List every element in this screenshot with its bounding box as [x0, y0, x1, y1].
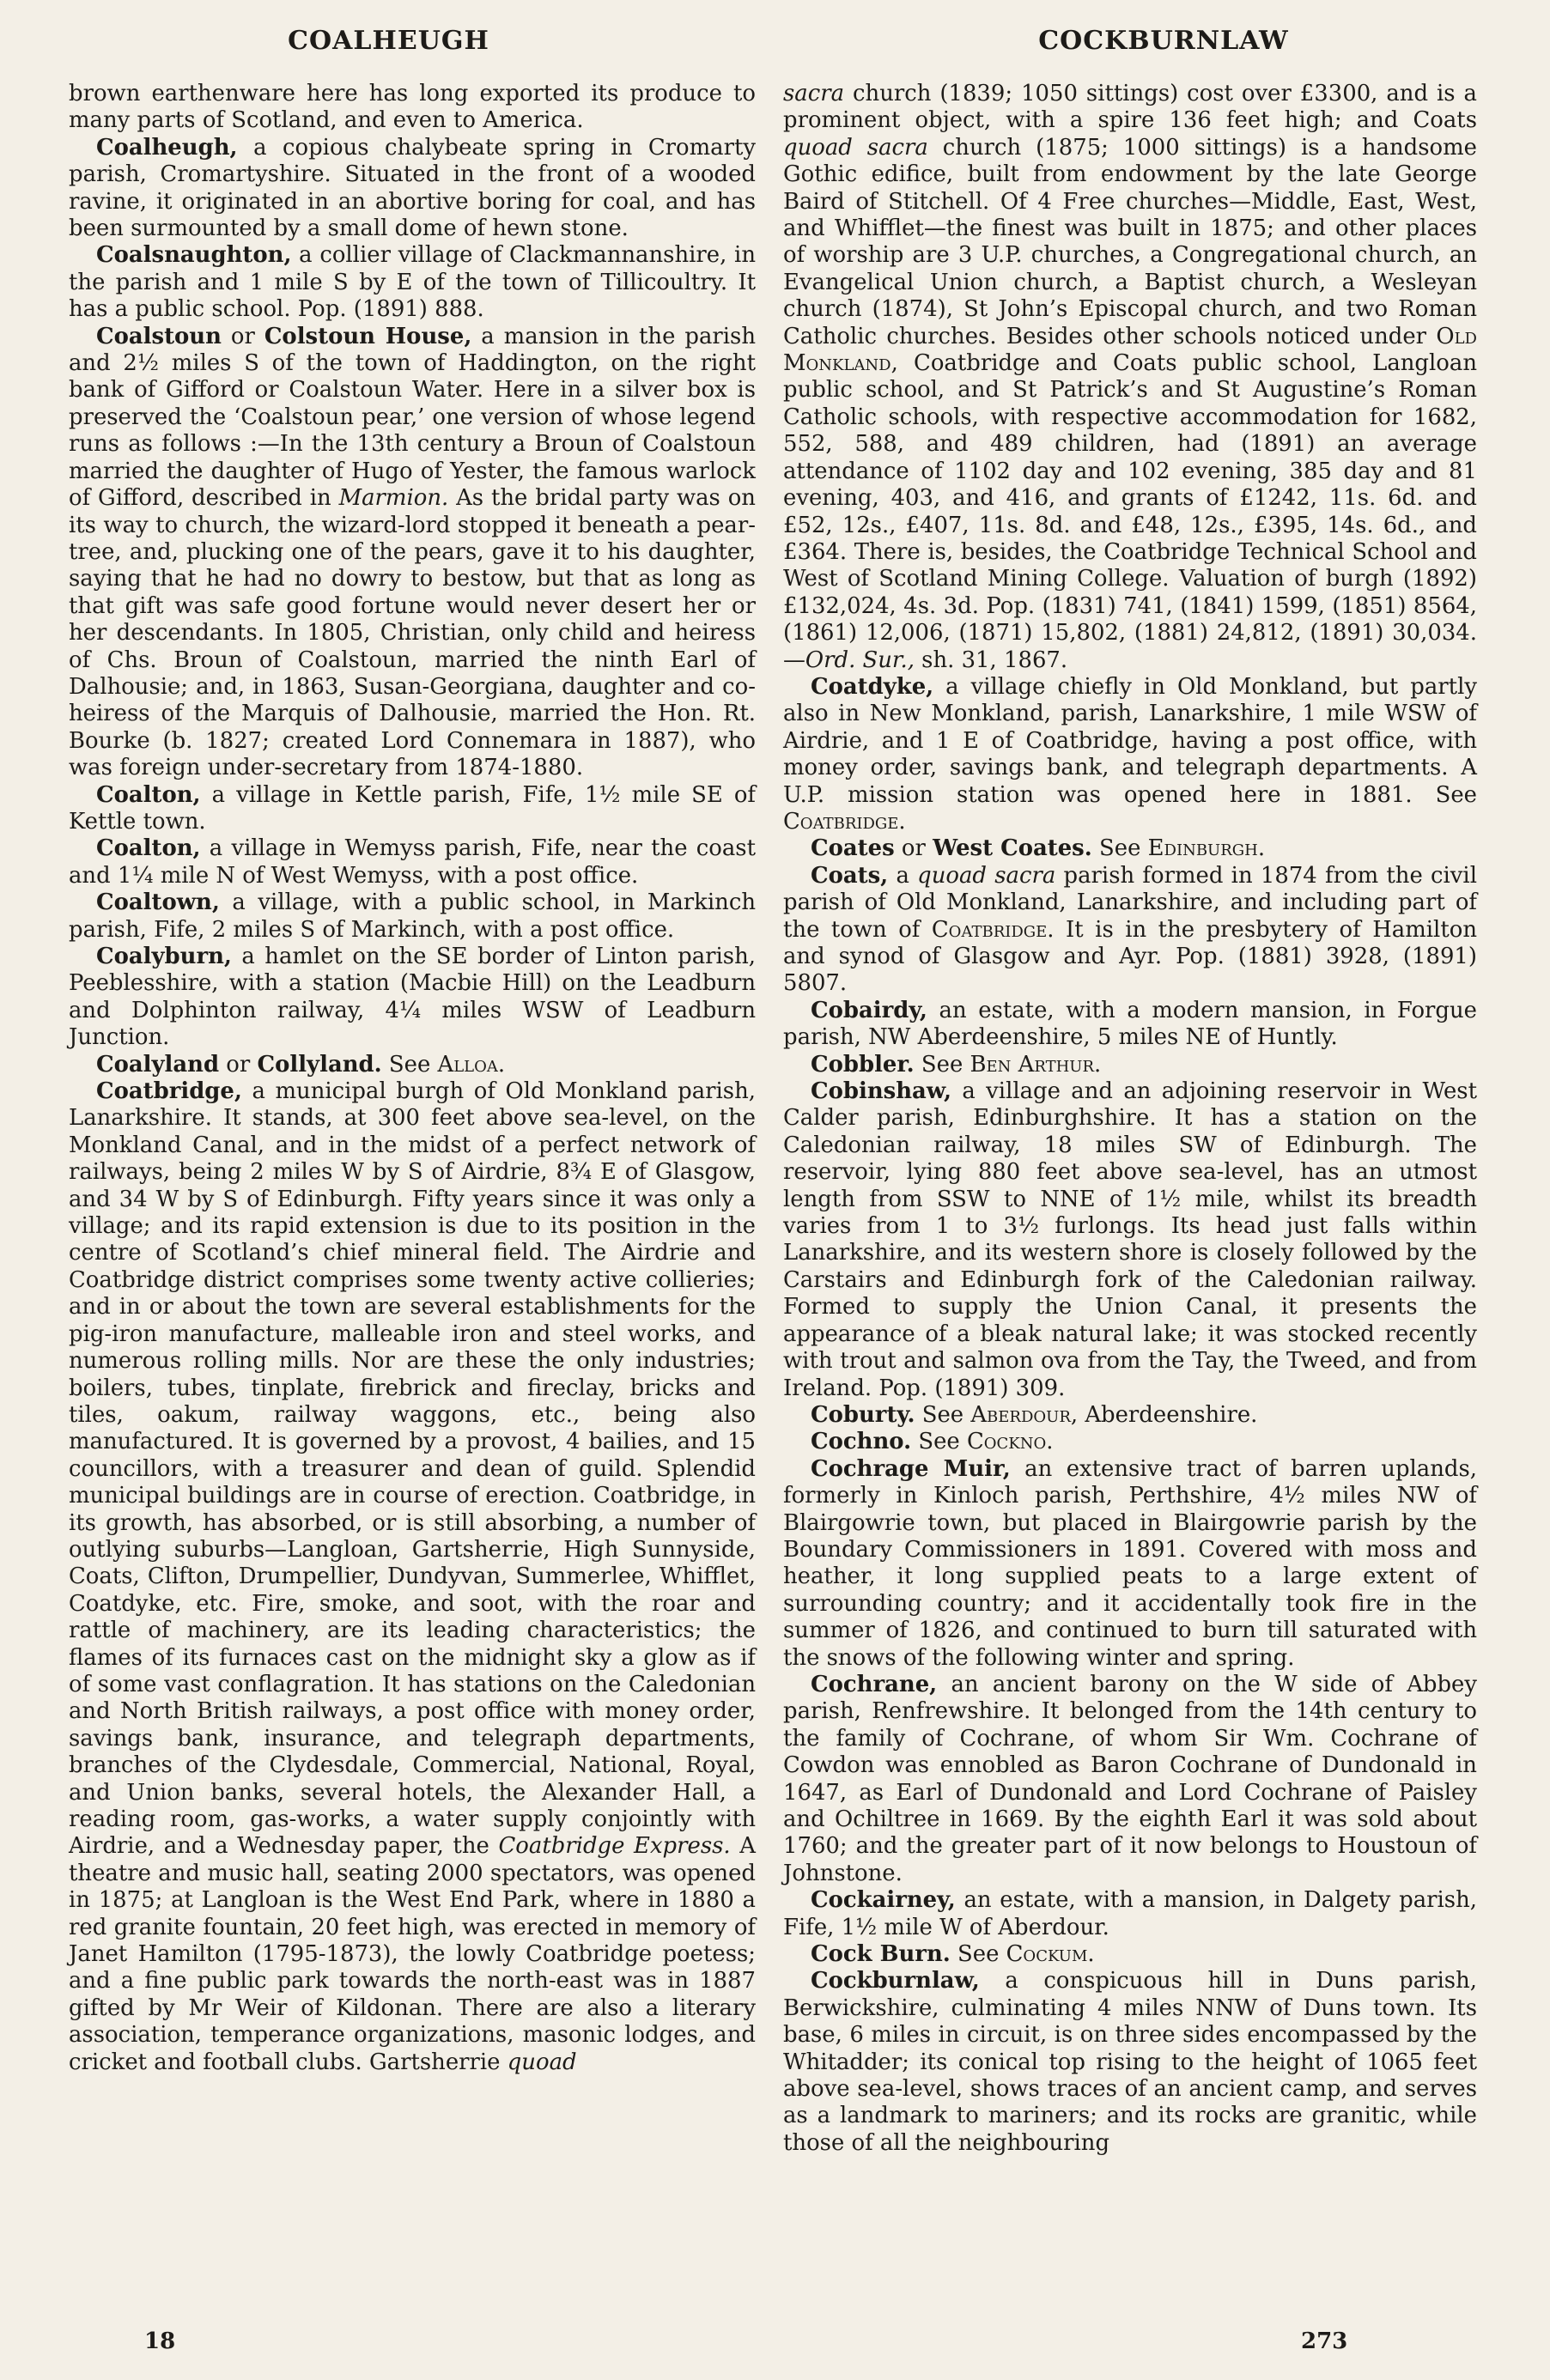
entry-text: a hamlet on the SE border of Linton parish, Peeblesshire, with a station (Macbie Hill) on the Leadburn and Dolphinton railway, 4¼ miles WSW of Leadburn Junction.	[69, 944, 756, 1051]
cross-reference: Cockno.	[966, 1429, 1054, 1455]
entry-text: an estate, with a mansion, in Dalgety parish, Fife, 1½ mile W of Aberdour.	[783, 1887, 1477, 1940]
gazetteer-entry	[783, 674, 1477, 835]
entry-headword: Coalyland	[96, 1051, 220, 1078]
entry-headword: Coalton,	[96, 781, 201, 808]
signature-mark: 18	[144, 2328, 176, 2354]
left-column	[69, 81, 756, 2076]
entry-text: A theatre and music hall, seating 2000 spectators, was opened in 1875; at Langloan is the West End Park, where in 1880 a red granite fountain, 20 feet high, was erected in memory of Janet Hamilton (1795-1873), the lowly Coatbridge poetess; and a fine public park towards the north-east was in 1887 gifted by Mr Weir of Kildonan. There are also a literary association, temperance organizations, masonic lodges, and cricket and football clubs. Gartsherrie	[69, 1833, 756, 2075]
entry-headword: Coats,	[811, 862, 889, 889]
entry-text: Aberdeenshire.	[1078, 1401, 1258, 1428]
gazetteer-entry	[783, 1429, 1477, 1455]
entry-text: a village in Kettle parish, Fife, 1½ mile SE of Kettle town.	[69, 781, 756, 835]
gazetteer-entry	[783, 1078, 1477, 1402]
cross-reference: Ben Arthur.	[970, 1051, 1102, 1078]
gazetteer-entry	[69, 1052, 756, 1078]
entry-headword: Coaltown,	[96, 889, 220, 916]
entry-text: or	[219, 1051, 258, 1078]
italic-text: sacra	[783, 81, 845, 106]
gazetteer-entry	[783, 1968, 1477, 2157]
entry-text: a conspicuous hill in Duns parish, Berwickshire, culminating 4 miles NNW of Duns town. Its base, 6 miles in circuit, is on three sides encompassed by the Whitadder; its conical top rising to the height of 1065 feet above sea-level, shows traces of an ancient camp, and serves as a landmark to mariners; and its rocks are granitic, while those of all the neighbouring	[783, 1968, 1477, 2156]
italic-text: Marmion.	[338, 485, 449, 512]
entry-text: or	[894, 835, 933, 862]
gazetteer-entry	[69, 81, 756, 135]
entry-headword: Cock Burn.	[811, 1941, 951, 1968]
gazetteer-entry	[783, 1402, 1477, 1429]
entry-text: a municipal burgh of Old Monkland parish, Lanarkshire. It stands, at 300 feet above sea-level, on the Monkland Canal, and in the midst of a perfect network of railways, being 2 miles W by S of Airdrie, 8¾ E of Glasgow, and 34 W by S of Edinburgh. Fifty years since it was only a village; and its rapid extension is due to its position in the centre of Scotland’s chief mineral field. The Airdrie and Coatbridge district comprises some twenty active collieries; and in or about the town are several establishments for the pig-iron manufacture, malleable iron and steel works, and numerous rolling mills. Nor are these the only industries; boilers, tubes, tinplate, firebrick and fireclay, bricks and tiles, oakum, railway waggons, etc., being also manufactured. It is governed by a provost, 4 bailies, and 15 councillors, with a treasurer and dean of guild. Splendid municipal buildings are in course of erection. Coatbridge, in its growth, has absorbed, or is still absorbing, a number of outlying suburbs—Langloan, Gartsherrie, High Sunnyside, Coats, Clifton, Drumpellier, Dundyvan, Summerlee, Whifflet, Coatdyke, etc. Fire, smoke, and soot, with the roar and rattle of machinery, are its leading characteristics; the flames of its furnaces cast on the midnight sky a glow as if of some vast conflagration. It has stations on the Caledonian and North British railways, a post office with money order, savings bank, insurance, and telegraph departments, branches of the Clydesdale, Commercial, National, Royal, and Union banks, several hotels, the Alexander Hall, a reading room, gas-works, a water supply conjointly with Airdrie, and a Wednesday paper, the	[69, 1078, 756, 1860]
entry-headword: Coates	[811, 835, 895, 862]
cross-reference: Coatbridge.	[931, 916, 1055, 943]
running-header-left: COALHEUGH	[288, 26, 489, 56]
entry-text: a village and an adjoining reservoir in West Calder parish, Edinburghshire. It has a station on the Caledonian railway, 18 miles SW of Edinburgh. The reservoir, lying 880 feet above sea-level, has an utmost length from SSW to NNE of 1½ mile, whilst its breadth varies from 1 to 3½ furlongs. Its head just falls within Lanarkshire, and its western shore is closely followed by the Carstairs and Edinburgh fork of the Caledonian railway. Formed to supply the Union Canal, it presents the appearance of a bleak natural lake; it was stocked recently with trout and salmon ova from the Tay, the Tweed, and from Ireland. Pop. (1891) 309.	[783, 1078, 1477, 1401]
gazetteer-entry	[783, 1941, 1477, 1968]
entry-text: See	[915, 1401, 971, 1428]
entry-text: brown earthenware here has long exported its produce to many parts of Scotland, and even to America.	[69, 81, 756, 134]
entry-headword: Coalton,	[96, 835, 201, 862]
entry-headword: Cockburnlaw,	[811, 1968, 980, 1994]
gazetteer-entry	[69, 324, 756, 782]
entry-headword: Cockairney,	[811, 1887, 956, 1914]
entry-text: Coatbridge and Coats public school, Langloan public school, and St Patrick’s and St Augustine’s Roman Catholic schools, with respective accommodation for 1682, 552, 588, and 489 children, had (1891) an average attendance of 1102 day and 102 evening, 385 day and 81 evening, 403, and 416, and grants of £1242, 11s. 6d. and £52, 12s., £407, 11s. 8d. and £48, 12s., £395, 14s. 6d., and £364. There is, besides, the Coatbridge Technical School and West of Scotland Mining College. Valuation of burgh (1892) £132,024, 4s. 3d. Pop. (1831) 741, (1841) 1599, (1851) 8564, (1861) 12,006, (1871) 15,802, (1881) 24,812, (1891) 30,034.—	[783, 350, 1477, 673]
entry-headword: Cobbler.	[811, 1051, 915, 1078]
entry-headword: Coatbridge,	[96, 1078, 242, 1105]
entry-headword: Coalsnaughton,	[96, 242, 292, 269]
entry-text: See	[911, 1429, 967, 1455]
cross-reference: Coatbridge.	[783, 808, 906, 835]
gazetteer-entry	[783, 1887, 1477, 1941]
entry-text: As the bridal party was on its way to church, the wizard-lord stopped it beneath a pear-tree, and, plucking one of the pears, gave it to his daughter, saying that he had no dowry to bestow, but that as long as that gift was safe good fortune would never desert her or her descendants. In 1805, Christian, only child and heiress of Chs. Broun of Coalstoun, married the ninth Earl of Dalhousie; and, in 1863, Susan-Georgiana, daughter and co-heiress of the Marquis of Dalhousie, married the Hon. Rt. Bourke (b. 1827; created Lord Connemara in 1887), who was foreign under-secretary from 1874-1880.	[69, 485, 756, 781]
entry-headword: West Coates.	[933, 835, 1092, 862]
cross-reference: Alloa.	[437, 1051, 506, 1078]
entry-headword: Cochrage Muir,	[811, 1455, 1011, 1482]
entry-headword: Coatdyke,	[811, 673, 934, 700]
entry-headword: Cobinshaw,	[811, 1078, 952, 1105]
running-header-right: COCKBURNLAW	[1038, 26, 1289, 56]
gazetteer-entry	[783, 1672, 1477, 1887]
entry-headword: Coalheugh,	[96, 134, 238, 161]
entry-headword: Cochrane,	[811, 1671, 938, 1697]
entry-text: church (1839; 1050 sittings) cost over £3300, and is a prominent object, with a spire 136 feet high; and Coats	[783, 81, 1477, 134]
entry-text: a mansion in the parish and 2½ miles S of the town of Haddington, on the right bank of Gifford or Coalstoun Water. Here in a silver box is preserved the ‘Coalstoun pear,’ one version of whose legend runs as follows :—In the 13th century a Broun of Coalstoun married the daughter of Hugo of Yester, the famous warlock of Gifford, described in	[69, 323, 756, 512]
cross-reference: Cockum.	[1006, 1941, 1095, 1968]
gazetteer-entry	[783, 81, 1477, 674]
cross-reference: Aberdour,	[970, 1401, 1079, 1428]
entry-text: a village chiefly in Old Monkland, but partly also in New Monkland, parish, Lanarkshire, 1 mile WSW of Airdrie, and 1 E of Coatbridge, having a post office, with money order, savings bank, and telegraph departments. A U.P. mission station was opened here in 1881. See	[783, 673, 1477, 808]
italic-text: Ord. Sur.,	[805, 647, 915, 673]
gazetteer-entry	[69, 135, 756, 243]
entry-text: an extensive tract of barren uplands, formerly in Kinloch parish, Perthshire, 4½ miles NW of Blairgowrie town, but placed in Blairgowrie parish by the Boundary Commissioners in 1891. Covered with moss and heather, it long supplied peats to a large extent of surrounding country; and it accidentally took fire in the summer of 1826, and continued to burn till saturated with the snows of the following winter and spring.	[783, 1455, 1477, 1671]
gazetteer-entry	[783, 1052, 1477, 1078]
entry-text: or	[221, 323, 264, 349]
right-column	[783, 81, 1477, 2157]
entry-headword: Coalyburn,	[96, 944, 232, 969]
gazetteer-entry	[783, 863, 1477, 998]
italic-text: Coatbridge Express.	[498, 1833, 731, 1860]
italic-text: quoad	[507, 2049, 577, 2075]
entry-text: a	[888, 862, 918, 889]
gazetteer-entry	[783, 1456, 1477, 1672]
gazetteer-entry	[69, 944, 756, 1052]
entry-text: parish formed in 1874 from the civil parish of Old Monkland, Lanarkshire, and including part of the town of	[783, 862, 1477, 943]
entry-text: an estate, with a modern mansion, in Forgue parish, NW Aberdeenshire, 5 miles NE of Huntly.	[783, 997, 1477, 1051]
entry-text: See	[1091, 835, 1148, 862]
entry-text: a collier village of Clackmannanshire, in the parish and 1 mile S by E of the town of Tillicoultry. It has a public school. Pop. (1891) 888.	[69, 242, 756, 323]
gazetteer-entry	[69, 242, 756, 323]
cross-reference: Edinburgh.	[1147, 835, 1266, 862]
cross-reference: Old Monkland,	[783, 323, 1477, 377]
entry-text: a village in Wemyss parish, Fife, near the coast and 1¼ mile N of West Wemyss, with a post office.	[69, 835, 756, 889]
entry-text: a copious chalybeate spring in Cromarty parish, Cromartyshire. Situated in the front of a wooded ravine, it originated in an abortive boring for coal, and has been surmounted by a small dome of hewn stone.	[69, 134, 756, 242]
italic-text: quoad sacra	[783, 134, 928, 161]
gazetteer-entry	[69, 889, 756, 944]
entry-text: church (1875; 1000 sittings) is a handsome Gothic edifice, built from endowment by the late George Baird of Stitchell. Of 4 Free churches—Middle, East, West, and Whifflet—the finest was built in 1875; and other places of worship are 3 U.P. churches, a Congregational church, an Evangelical Union church, a Baptist church, a Wesleyan church (1874), St John’s Episcopal church, and two Roman Catholic churches. Besides other schools noticed under	[783, 134, 1477, 349]
entry-headword: Cochno.	[811, 1429, 912, 1455]
entry-headword: Collyland.	[257, 1051, 382, 1078]
gazetteer-entry	[69, 782, 756, 836]
entry-text: sh. 31, 1867.	[914, 647, 1068, 673]
page-number: 273	[1301, 2328, 1348, 2354]
italic-text: quoad sacra	[917, 862, 1056, 889]
entry-headword: Cobairdy,	[811, 997, 927, 1023]
entry-text: See	[381, 1051, 438, 1078]
gazetteer-entry	[783, 998, 1477, 1052]
entry-text: an ancient barony on the W side of Abbey parish, Renfrewshire. It belonged from the 14th century to the family of Cochrane, of whom Sir Wm. Cochrane of Cowdon was ennobled as Baron Cochrane of Dundonald in 1647, as Earl of Dundonald and Lord Cochrane of Paisley and Ochiltree in 1669. By the eighth Earl it was sold about 1760; and the greater part of it now belongs to Houstoun of Johnstone.	[783, 1671, 1477, 1886]
entry-text: See	[914, 1051, 970, 1078]
entry-text: See	[950, 1941, 1006, 1968]
entry-headword: Coalstoun	[96, 323, 222, 349]
gazetteer-entry	[783, 835, 1477, 862]
gazetteer-entry	[69, 835, 756, 889]
entry-headword: Colstoun House,	[264, 323, 472, 349]
entry-headword: Coburty.	[811, 1401, 915, 1428]
entry-text: It is in the presbytery of Hamilton and synod of Glasgow and Ayr. Pop. (1881) 3928, (1891) 5807.	[783, 916, 1477, 997]
entry-text: a village, with a public school, in Markinch parish, Fife, 2 miles S of Markinch, with a post office.	[69, 889, 756, 943]
gazetteer-entry	[69, 1078, 756, 2076]
